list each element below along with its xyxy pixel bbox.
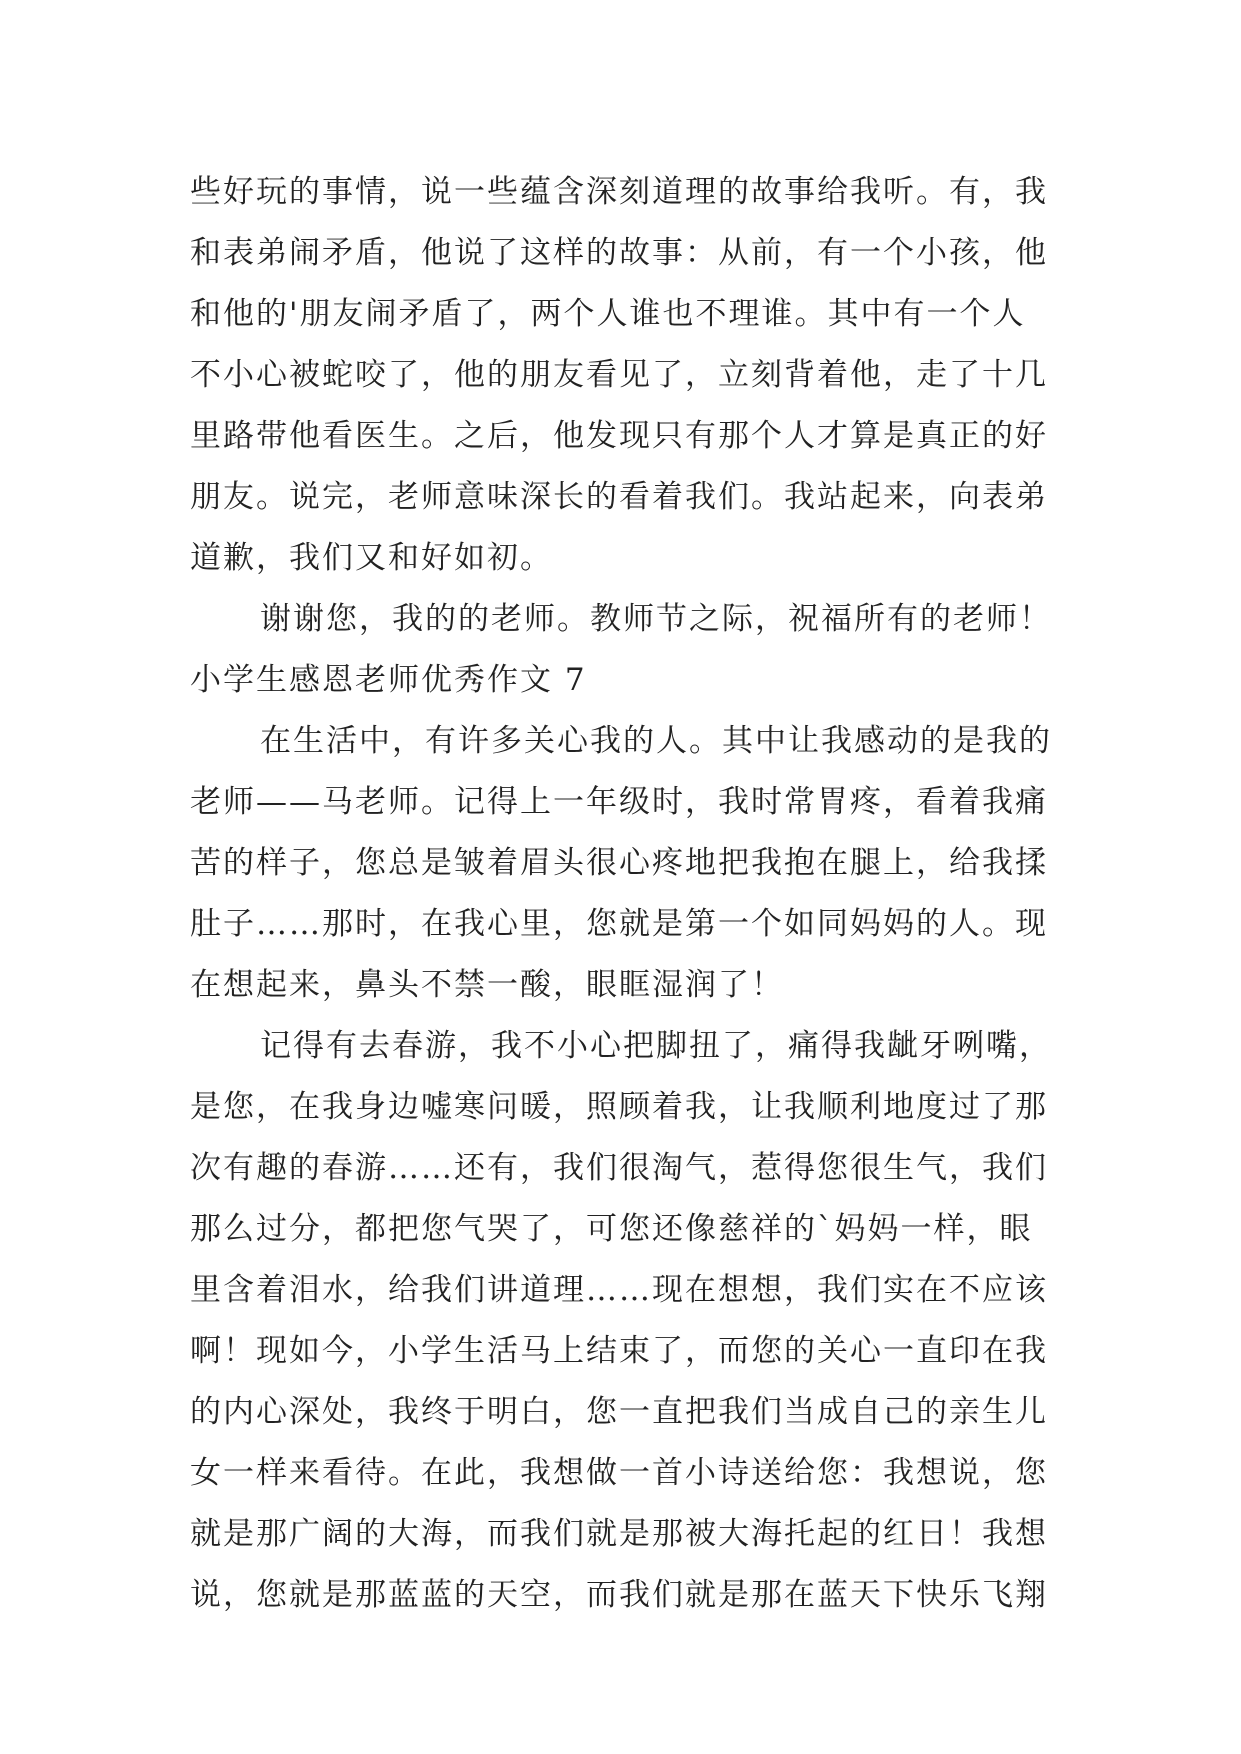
text-line: 啊！现如今，小学生活马上结束了，而您的关心一直印在我 — [190, 1333, 1048, 1369]
text-line: 和他的'朋友闹矛盾了，两个人谁也不理谁。其中有一个人 — [190, 296, 1026, 332]
text-line: 朋友。说完，老师意味深长的看着我们。我站起来，向表弟 — [190, 479, 1048, 515]
paragraph-start-line: 谢谢您，我的的老师。教师节之际，祝福所有的老师！ — [260, 601, 1052, 637]
text-line: 里含着泪水，给我们讲道理……现在想想，我们实在不应该 — [190, 1272, 1048, 1308]
text-line: 不小心被蛇咬了，他的朋友看见了，立刻背着他，走了十几 — [190, 357, 1048, 393]
text-line: 苦的样子，您总是皱着眉头很心疼地把我抱在腿上，给我揉 — [190, 845, 1048, 881]
text-line: 老师——马老师。记得上一年级时，我时常胃疼，看着我痛 — [190, 784, 1048, 820]
text-line: 女一样来看待。在此，我想做一首小诗送给您：我想说，您 — [190, 1455, 1048, 1491]
paragraph-start-line: 在生活中，有许多关心我的人。其中让我感动的是我的 — [260, 723, 1052, 759]
text-line: 是您，在我身边嘘寒问暖，照顾着我，让我顺利地度过了那 — [190, 1089, 1048, 1125]
text-line: 就是那广阔的大海，而我们就是那被大海托起的红日！我想 — [190, 1516, 1048, 1552]
text-line: 里路带他看医生。之后，他发现只有那个人才算是真正的好 — [190, 418, 1048, 454]
text-line: 说，您就是那蓝蓝的天空，而我们就是那在蓝天下快乐飞翔 — [190, 1577, 1048, 1613]
text-line: 的内心深处，我终于明白，您一直把我们当成自己的亲生儿 — [190, 1394, 1048, 1430]
section-heading: 小学生感恩老师优秀作文 7 — [190, 662, 587, 698]
document-body — [190, 162, 1050, 1626]
text-line: 和表弟闹矛盾，他说了这样的故事：从前，有一个小孩，他 — [190, 235, 1048, 271]
paragraph-start-line: 记得有去春游，我不小心把脚扭了，痛得我龇牙咧嘴， — [260, 1028, 1052, 1064]
text-line: 些好玩的事情，说一些蕴含深刻道理的故事给我听。有，我 — [190, 174, 1048, 210]
text-line: 次有趣的春游……还有，我们很淘气，惹得您很生气，我们 — [190, 1150, 1048, 1186]
text-line: 肚子……那时，在我心里，您就是第一个如同妈妈的人。现 — [190, 906, 1048, 942]
text-line: 道歉，我们又和好如初。 — [190, 540, 553, 576]
text-line: 那么过分，都把您气哭了，可您还像慈祥的`妈妈一样，眼 — [190, 1211, 1033, 1247]
text-line: 在想起来，鼻头不禁一酸，眼眶湿润了！ — [190, 967, 784, 1003]
